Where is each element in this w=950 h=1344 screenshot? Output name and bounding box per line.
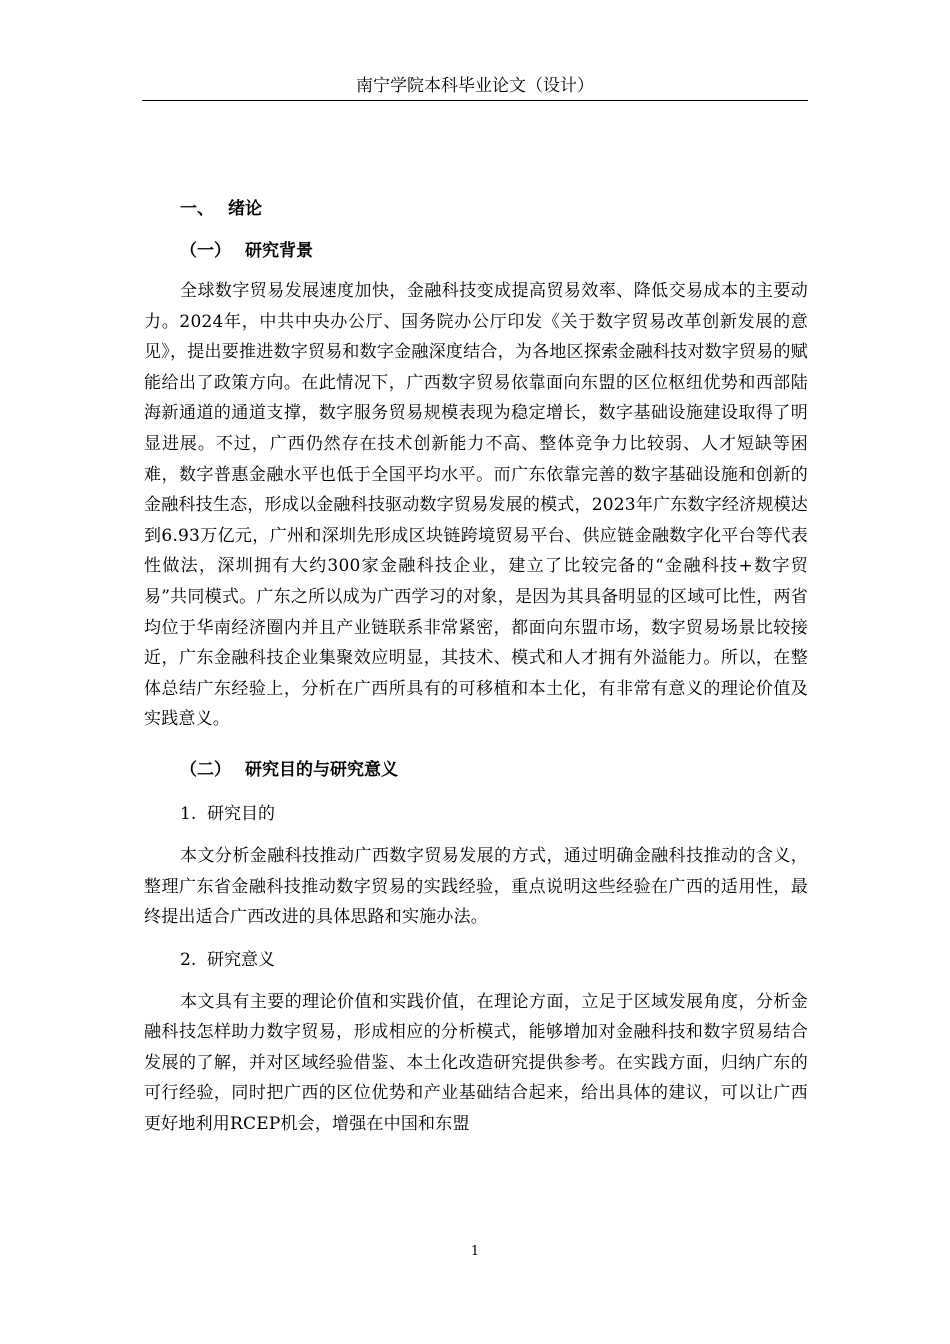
item-heading-purpose xyxy=(144,797,808,831)
subsection-number: （一） xyxy=(180,241,231,261)
section-number: 一、 xyxy=(180,199,214,219)
section-title: 绪论 xyxy=(228,199,262,219)
significance-paragraph: 本文具有主要的理论价值和实践价值，在理论方面，立足于区域发展角度，分析金融科技怎样助力数字贸易，形成相应的分析模式，能够增加对金融科技和数字贸易结合发展的了解，并对区域经验借鉴、本土化改造研究提供参考。在实践方面，归纳广东的可行经验，同时把广西的区位优势和产业基础结合起来，给出具体的建议，可以让广西更好地利用RCEP机会，增强在中国和东盟 xyxy=(144,991,808,1135)
purpose-paragraph: 本文分析金融科技推动广西数字贸易发展的方式，通过明确金融科技推动的含义，整理广东省金融科技推动数字贸易的实践经验，重点说明这些经验在广西的适用性，最终提出适合广西改进的具体思路和实施办法。 xyxy=(144,845,808,928)
subsection-title: 研究目的与研究意义 xyxy=(245,759,398,780)
subsection-number: （二） xyxy=(180,759,231,780)
page-number: 1 xyxy=(470,1244,480,1259)
header-rule xyxy=(142,100,808,101)
item-number: 2. xyxy=(180,949,197,970)
subsection-heading-background xyxy=(144,234,808,268)
background-paragraph: 全球数字贸易发展速度加快，金融科技变成提高贸易效率、降低交易成本的主要动力。2024年，中共中央办公厅、国务院办公厅印发《关于数字贸易改革创新发展的意见》，提出要推进数字贸易和数字金融深度结合，为各地区探索金融科技对数字贸易的赋能给出了政策方向。在此情况下，广西数字贸易依靠面向东盟的区位枢纽优势和西部陆海新通道的通道支撑，数字服务贸易规模表现为稳定增长，数字基础设施建设取得了明显进展。不过，广西仍然存在技术创新能力不高、整体竞争力比较弱、人才短缺等困难，数字普惠金融水平也低于全国平均水平。而广东依靠完善的数字基础设施和创新的金融科技生态，形成以金融科技驱动数字贸易发展的模式，2023年广东数字经济规模达到6.93万亿元，广州和深圳先形成区块链跨境贸易平台、供应链金融数字化平台等代表性做法，深圳拥有大约300家金融科技企业，建立了比较完备的“金融科技+数字贸易”共同模式。广东之所以成为广西学习的对象，是因为其具备明显的区域可比性，两省均位于华南经济圈内并且产业链联系非常紧密，都面向东盟市场，数字贸易场景比较接近，广东金融科技企业集聚效应明显，其技术、模式和人才拥有外溢能力。所以，在整体总结广东经验上，分析在广西所具有的可移植和本土化，有非常有意义的理论价值及实践意义。 xyxy=(144,281,808,730)
item-number: 1. xyxy=(180,803,197,824)
section-heading xyxy=(144,192,808,226)
subsection-heading-purpose xyxy=(144,753,808,787)
subsection-title: 研究背景 xyxy=(245,241,313,261)
item-title: 研究意义 xyxy=(207,949,276,970)
item-heading-significance xyxy=(144,943,808,977)
page-body xyxy=(144,192,808,1140)
running-header: 南宁学院本科毕业论文（设计） xyxy=(356,76,594,96)
item-title: 研究目的 xyxy=(207,803,276,824)
